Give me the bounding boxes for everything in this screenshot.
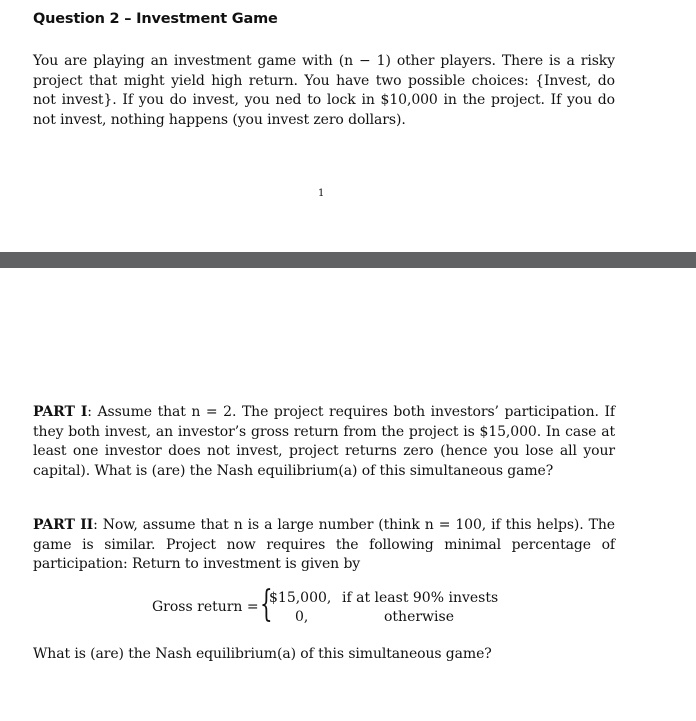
part1-paragraph xyxy=(33,403,615,481)
equation-case1-condition: if at least 90% invests xyxy=(342,590,499,606)
question-heading: Question 2 – Investment Game xyxy=(33,11,278,27)
equation-lhs: Gross return = xyxy=(152,599,259,615)
page-2 xyxy=(0,268,696,721)
part2-text: : Now, assume that n is a large number (think n = 100, if this helps). The game is similar. Project now requires the following minimal percentage of participation: Return to investment is given by xyxy=(33,517,615,572)
page-1 xyxy=(0,0,696,252)
equation-case1-value: $15,000, xyxy=(269,590,332,606)
part2-label: PART II xyxy=(33,517,94,533)
intro-paragraph: You are playing an investment game with (n − 1) other players. There is a risky project that might yield high return. You have two possible choices: {Invest, do not invest}. If you do invest, you ned to lock in $10,000 in the project. If you do not invest, nothing happens (you invest zero dollars). xyxy=(33,53,615,128)
closing-question: What is (are) the Nash equilibrium(a) of this simultaneous game? xyxy=(33,646,492,662)
equation-case2-value: 0, xyxy=(295,609,309,625)
page-separator xyxy=(0,252,696,268)
equation-brace: { xyxy=(260,584,273,625)
part2-paragraph xyxy=(33,516,615,575)
page-number: 1 xyxy=(318,188,325,199)
part1-text: : Assume that n = 2. The project requires both investors’ participation. If they both invest, an investor’s gross return from the project is $15,000. In case at least one investor does not invest, project returns zero (hence you lose all your capital). What is (are) the Nash equilibrium(a) of this simultaneous game? xyxy=(33,404,615,479)
part1-label: PART I xyxy=(33,404,88,420)
equation-case2-condition: otherwise xyxy=(384,609,454,625)
